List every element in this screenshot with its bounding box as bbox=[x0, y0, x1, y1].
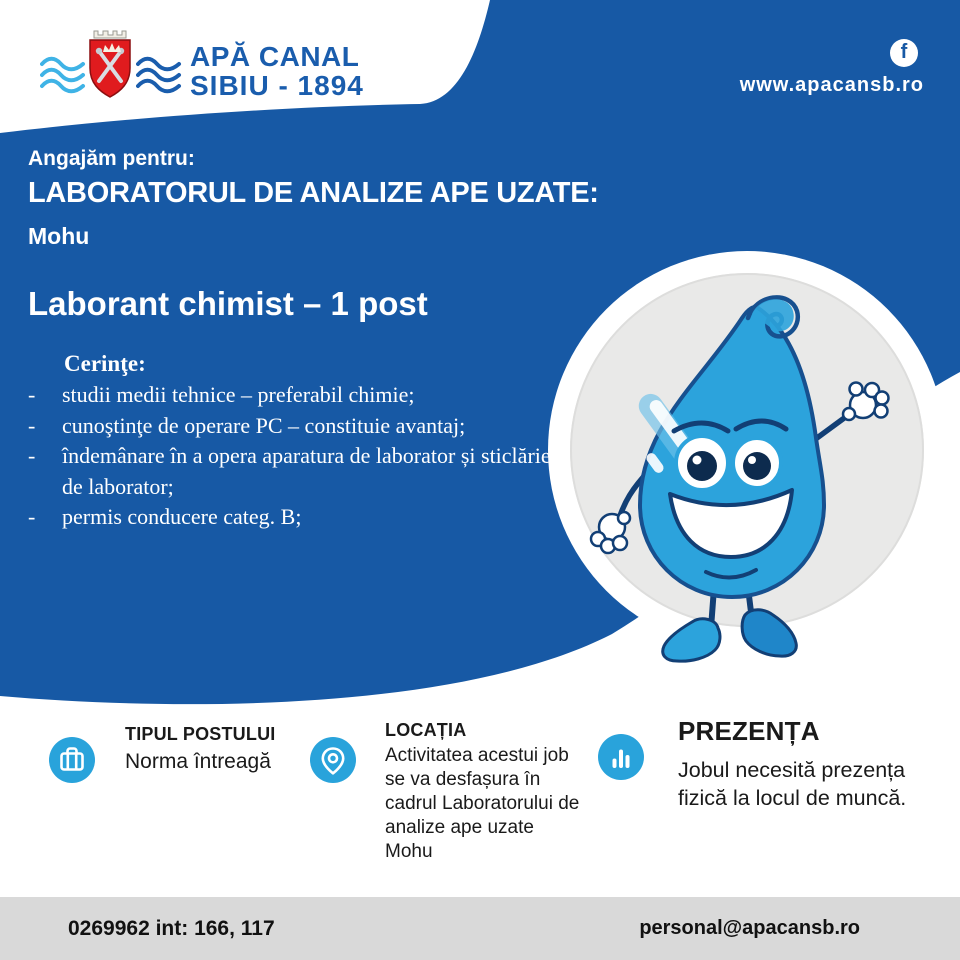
waves-right-icon bbox=[136, 56, 182, 94]
bullet-dash: - bbox=[28, 412, 36, 438]
briefcase-icon bbox=[49, 737, 95, 783]
bullet-dash: - bbox=[28, 382, 36, 407]
bar-chart-icon bbox=[598, 734, 644, 780]
facebook-icon[interactable]: f bbox=[890, 39, 918, 67]
bullet-dash: - bbox=[28, 443, 36, 468]
brand-name bbox=[190, 42, 364, 100]
requirements-list bbox=[28, 380, 573, 533]
requirement-item: - studii medii tehnice – preferabil chimie; bbox=[28, 380, 573, 411]
job-title: Laborant chimist – 1 post bbox=[28, 285, 428, 322]
waves-left-icon bbox=[40, 56, 86, 94]
bullet-dash: - bbox=[28, 504, 36, 529]
hiring-intro: Angajăm pentru: bbox=[28, 147, 195, 170]
requirement-item: - cunoştinţe de operare PC – constituie avantaj; bbox=[28, 411, 573, 442]
hiring-department-location: Mohu bbox=[28, 223, 90, 249]
sibiu-coat-of-arms bbox=[84, 26, 136, 106]
requirements-section bbox=[28, 351, 573, 533]
brand-name-line2: SIBIU - 1894 bbox=[190, 70, 364, 102]
requirements-title: Cerinţe: bbox=[64, 351, 146, 376]
hiring-department: LABORATORUL DE ANALIZE APE UZATE: bbox=[28, 177, 599, 209]
location-value: Activitatea acestui job se va desfașura în cadrul Laboratorului de analize ape uzate Mohu bbox=[385, 745, 580, 862]
presence-title: PREZENȚA bbox=[678, 716, 820, 746]
location-pin-icon bbox=[310, 737, 356, 783]
job-type-title: TIPUL POSTULUI bbox=[125, 724, 276, 744]
brand-name-line1: APĂ CANAL bbox=[190, 41, 360, 72]
footer-email[interactable]: personal@apacansb.ro bbox=[639, 917, 860, 939]
location-title: LOCAȚIA bbox=[385, 720, 467, 740]
requirement-item: - îndemânare în a opera aparatura de laborator și sticlărie de laborator; bbox=[28, 441, 573, 502]
presence-value: Jobul necesită prezența fizică la locul de muncă. bbox=[678, 758, 907, 810]
brand-logo bbox=[40, 26, 440, 116]
job-type-value: Norma întreagă bbox=[125, 750, 271, 773]
website-url[interactable]: www.apacansb.ro bbox=[739, 74, 924, 96]
footer-phone: 0269962 int: 166, 117 bbox=[68, 917, 275, 940]
footer-bar bbox=[0, 897, 960, 960]
requirement-item: - permis conducere categ. B; bbox=[28, 502, 573, 533]
